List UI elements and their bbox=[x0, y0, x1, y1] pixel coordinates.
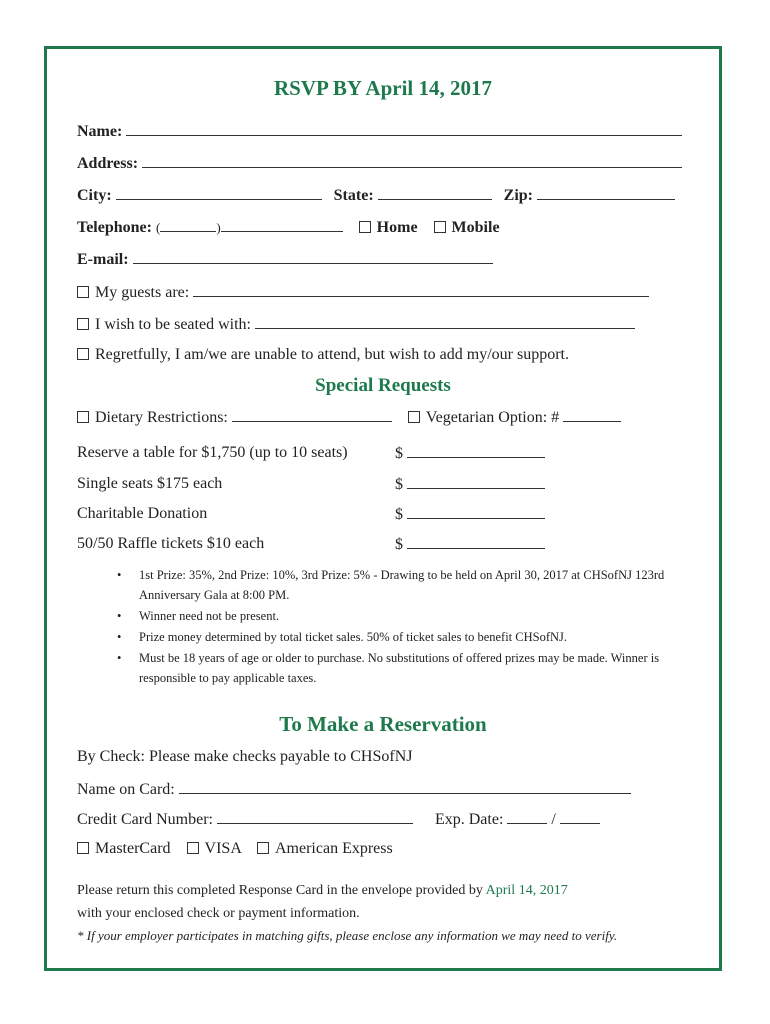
guests-checkbox[interactable] bbox=[77, 286, 89, 298]
name-row bbox=[77, 121, 682, 142]
price-amount-table bbox=[395, 443, 545, 464]
amex-checkbox[interactable] bbox=[257, 842, 269, 854]
reservation-heading: To Make a Reservation bbox=[279, 712, 487, 736]
exp-month-field[interactable] bbox=[507, 809, 547, 824]
exp-date-label: Exp. Date: bbox=[434, 811, 504, 828]
address-row bbox=[77, 153, 682, 174]
mastercard-label: MasterCard bbox=[95, 840, 171, 857]
price-amount-raffle bbox=[395, 534, 545, 555]
address-field[interactable] bbox=[142, 153, 682, 168]
raffle-note-text: Prize money determined by total ticket sales. 50% of ticket sales to benefit CHSofNJ. bbox=[139, 630, 568, 644]
price-label: Reserve a table for $1,750 (up to 10 seats) bbox=[77, 444, 348, 461]
raffle-amount-field[interactable] bbox=[407, 534, 545, 549]
state-field[interactable] bbox=[378, 185, 492, 200]
guests-field[interactable] bbox=[193, 282, 649, 297]
return-instructions bbox=[77, 881, 568, 901]
currency-symbol: $ bbox=[395, 476, 403, 493]
name-on-card-label: Name on Card: bbox=[77, 781, 175, 798]
raffle-note bbox=[117, 565, 697, 605]
telephone-label: Telephone: bbox=[77, 219, 152, 236]
telephone-area-close: ) bbox=[216, 220, 221, 235]
price-label: Charitable Donation bbox=[77, 505, 208, 522]
currency-symbol: $ bbox=[395, 536, 403, 553]
price-row-donation bbox=[77, 504, 207, 524]
card-number-field[interactable] bbox=[217, 809, 413, 824]
home-checkbox[interactable] bbox=[359, 221, 371, 233]
return-text-continued: with your enclosed check or payment information. bbox=[77, 906, 360, 921]
raffle-note-text: Winner need not be present. bbox=[139, 609, 280, 623]
mastercard-checkbox[interactable] bbox=[77, 842, 89, 854]
currency-symbol: $ bbox=[395, 506, 403, 523]
vegetarian-checkbox[interactable] bbox=[408, 411, 420, 423]
telephone-row bbox=[77, 217, 500, 238]
bullet: • bbox=[117, 630, 122, 644]
dietary-field[interactable] bbox=[232, 407, 392, 422]
return-date: April 14, 2017 bbox=[485, 883, 568, 898]
raffle-note bbox=[117, 606, 697, 626]
currency-symbol: $ bbox=[395, 445, 403, 462]
seated-with-field[interactable] bbox=[255, 314, 635, 329]
by-check-row bbox=[77, 747, 412, 767]
zip-field[interactable] bbox=[537, 185, 675, 200]
price-row-single-seats bbox=[77, 474, 222, 494]
name-label: Name: bbox=[77, 123, 123, 140]
amex-label: American Express bbox=[274, 840, 393, 857]
matching-gifts-text: * If your employer participates in matching gifts, please enclose any information we may need to verify. bbox=[77, 928, 618, 943]
regret-row bbox=[77, 345, 569, 365]
city-field[interactable] bbox=[116, 185, 322, 200]
name-on-card-field[interactable] bbox=[179, 779, 631, 794]
single-seats-amount-field[interactable] bbox=[407, 474, 545, 489]
city-state-zip-row bbox=[77, 185, 675, 206]
bullet: • bbox=[117, 609, 122, 623]
telephone-area-code-field[interactable] bbox=[160, 217, 216, 232]
mobile-label: Mobile bbox=[451, 219, 500, 236]
price-label: Single seats $175 each bbox=[77, 475, 223, 492]
card-number-label: Credit Card Number: bbox=[77, 811, 213, 828]
raffle-note bbox=[117, 648, 697, 688]
seated-with-checkbox[interactable] bbox=[77, 318, 89, 330]
bullet: • bbox=[117, 568, 122, 582]
email-field[interactable] bbox=[133, 249, 493, 264]
by-check-text: By Check: Please make checks payable to CHSofNJ bbox=[77, 748, 413, 765]
matching-gifts-note bbox=[77, 926, 617, 946]
telephone-number-field[interactable] bbox=[221, 217, 343, 232]
email-row bbox=[77, 249, 493, 270]
guests-label: My guests are: bbox=[95, 284, 190, 301]
name-on-card-row bbox=[77, 779, 631, 800]
guests-row bbox=[77, 282, 649, 303]
address-label: Address: bbox=[77, 155, 139, 172]
raffle-note-text: Must be 18 years of age or older to purchase. No substitutions of offered prizes may be made. Winner is responsible to pay applicable taxes. bbox=[139, 651, 660, 685]
exp-separator: / bbox=[551, 811, 556, 828]
return-text: Please return this completed Response Card in the envelope provided by bbox=[77, 883, 483, 898]
raffle-note-text: 1st Prize: 35%, 2nd Prize: 10%, 3rd Prize: 5% - Drawing to be held on April 30, 2017 at CHSofNJ 123rd Anniversary Gala at 8:00 PM. bbox=[139, 568, 665, 602]
page-title: RSVP BY April 14, 2017 bbox=[274, 76, 492, 100]
price-row-raffle bbox=[77, 534, 264, 554]
card-number-row bbox=[77, 809, 600, 830]
price-row-table bbox=[77, 443, 348, 463]
vegetarian-count-field[interactable] bbox=[563, 407, 621, 422]
zip-label: Zip: bbox=[503, 187, 533, 204]
city-label: City: bbox=[77, 187, 112, 204]
dietary-label: Dietary Restrictions: bbox=[95, 409, 228, 426]
email-label: E-mail: bbox=[77, 251, 129, 268]
exp-year-field[interactable] bbox=[560, 809, 600, 824]
table-amount-field[interactable] bbox=[407, 443, 545, 458]
visa-label: VISA bbox=[204, 840, 241, 857]
special-requests-heading: Special Requests bbox=[315, 375, 451, 396]
state-label: State: bbox=[333, 187, 374, 204]
dietary-checkbox[interactable] bbox=[77, 411, 89, 423]
price-amount-single-seats bbox=[395, 474, 545, 495]
regret-checkbox[interactable] bbox=[77, 348, 89, 360]
return-instructions-continued bbox=[77, 904, 360, 924]
seated-with-row bbox=[77, 314, 635, 335]
regret-label: Regretfully, I am/we are unable to attend, but wish to add my/our support. bbox=[95, 346, 569, 363]
raffle-note bbox=[117, 627, 697, 647]
telephone-area-open: ( bbox=[155, 220, 161, 235]
vegetarian-label: Vegetarian Option: # bbox=[425, 409, 560, 426]
rsvp-card bbox=[44, 46, 722, 971]
visa-checkbox[interactable] bbox=[187, 842, 199, 854]
donation-amount-field[interactable] bbox=[407, 504, 545, 519]
bullet: • bbox=[117, 651, 122, 665]
mobile-checkbox[interactable] bbox=[434, 221, 446, 233]
dietary-row bbox=[77, 407, 621, 428]
price-amount-donation bbox=[395, 504, 545, 525]
price-label: 50/50 Raffle tickets $10 each bbox=[77, 535, 265, 552]
card-type-row bbox=[77, 839, 393, 859]
home-label: Home bbox=[376, 219, 418, 236]
seated-with-label: I wish to be seated with: bbox=[95, 316, 251, 333]
name-field[interactable] bbox=[126, 121, 682, 136]
